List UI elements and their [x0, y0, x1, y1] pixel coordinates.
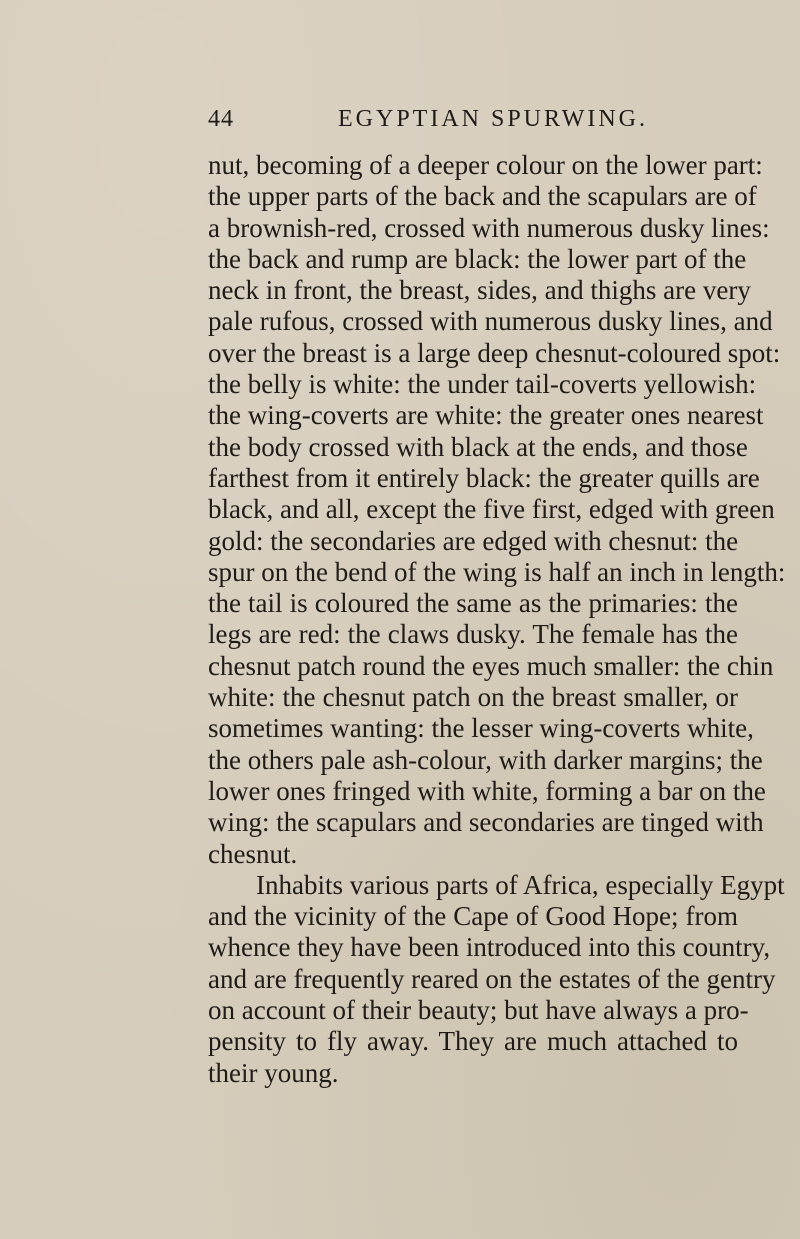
text-line: lower ones fringed with white, forming a bar on the [208, 775, 766, 806]
body-text [208, 150, 786, 1089]
text-line: the belly is white: the under tail-coverts yellowish: [208, 369, 757, 400]
text-line: farthest from it entirely black: the greater quills are [208, 462, 760, 493]
text-line: and the vicinity of the Cape of Good Hope; from [208, 901, 738, 932]
paragraph-end-line: chesnut. [208, 838, 298, 869]
page-number: 44 [208, 106, 234, 132]
text-line: chesnut patch round the eyes much smaller: the chin [208, 650, 774, 681]
text-line: and are frequently reared on the estates of the gentry [208, 963, 776, 994]
paragraph-end-line: their young. [208, 1057, 339, 1088]
text-line: on account of their beauty; but have always a pro- [208, 995, 749, 1026]
running-head [208, 106, 738, 136]
paragraph-first-line: Inhabits various parts of Africa, especially Egypt [256, 869, 785, 900]
text-line: the upper parts of the back and the scapulars are of [208, 181, 757, 212]
running-title: EGYPTIAN SPURWING. [338, 106, 649, 132]
text-line: whence they have been introduced into this country, [208, 932, 771, 963]
text-line: nut, becoming of a deeper colour on the lower part: [208, 150, 763, 180]
text-line: the wing-coverts are white: the greater ones nearest [208, 400, 764, 431]
text-line: black, and all, except the five first, edged with green [208, 494, 775, 525]
text-line: a brownish-red, crossed with numerous dusky lines: [208, 212, 770, 243]
text-line: neck in front, the breast, sides, and thighs are very [208, 275, 751, 306]
text-line: legs are red: the claws dusky. The female has the [208, 619, 738, 650]
text-line: spur on the bend of the wing is half an inch in length: [208, 556, 786, 587]
text-line: over the breast is a large deep chesnut-coloured spot: [208, 337, 781, 368]
text-line: white: the chesnut patch on the breast smaller, or [208, 682, 738, 713]
text-line: sometimes wanting: the lesser wing-coverts white, [208, 713, 754, 744]
text-line: the back and rump are black: the lower part of the [208, 243, 747, 274]
text-line: wing: the scapulars and secondaries are tinged with [208, 807, 764, 838]
text-line: gold: the secondaries are edged with chesnut: the [208, 525, 739, 556]
text-line: the others pale ash-colour, with darker margins; the [208, 744, 763, 775]
text-line: pensity to fly away. They are much attached to [208, 1026, 738, 1057]
text-line: pale rufous, crossed with numerous dusky lines, and [208, 306, 773, 337]
text-line: the tail is coloured the same as the primaries: the [208, 588, 738, 619]
text-line: the body crossed with black at the ends, and those [208, 431, 748, 462]
